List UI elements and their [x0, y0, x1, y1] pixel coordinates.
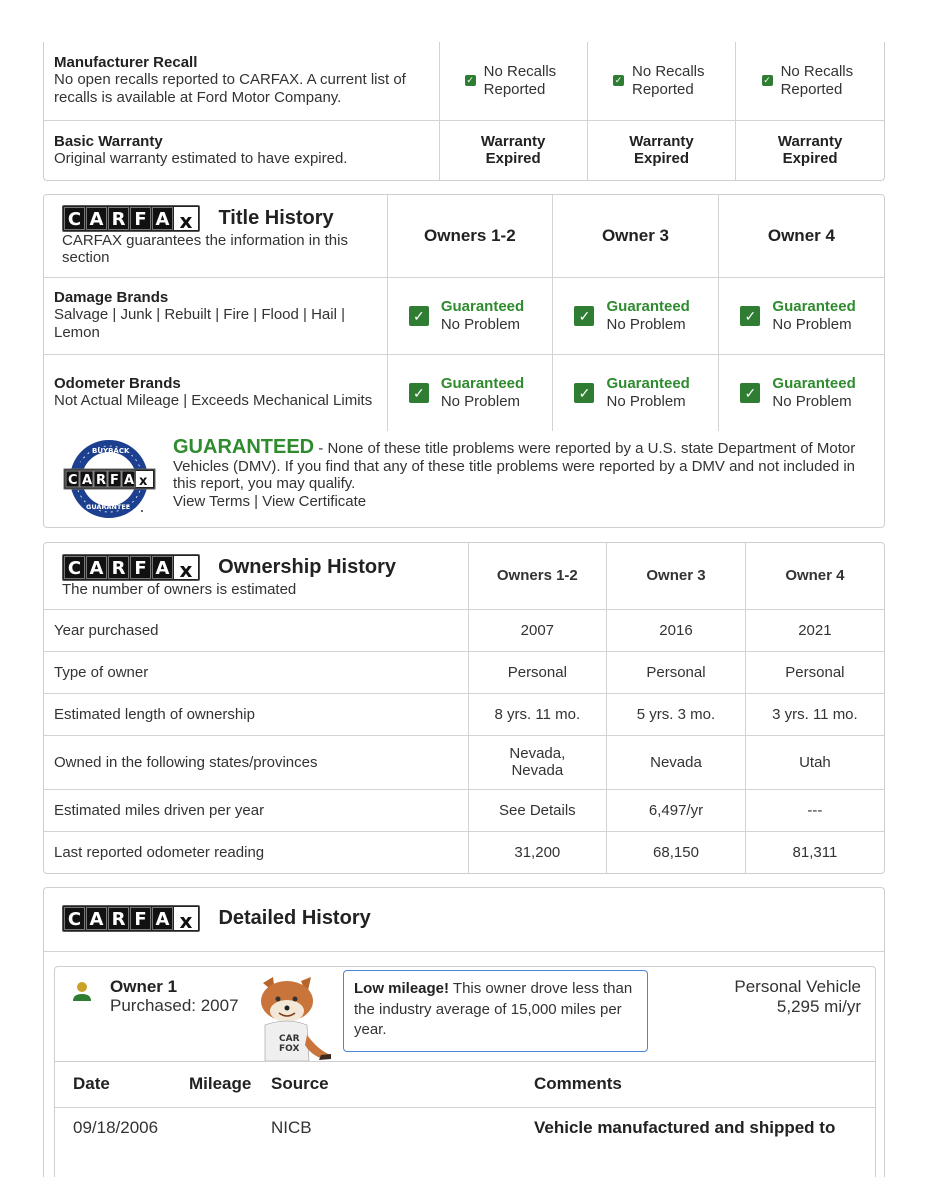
cell-value: 3 yrs. 11 mo. [745, 693, 884, 735]
row-source: NICB [271, 1118, 312, 1137]
history-table [55, 1061, 875, 1168]
check-icon: ✓ [763, 75, 771, 86]
damage-brands-row [44, 277, 884, 354]
guaranteed-label: Guaranteed [772, 374, 856, 392]
row-desc: Original warranty estimated to have expired. [54, 149, 348, 167]
section-subtitle: CARFAX guarantees the information in this section [62, 232, 348, 267]
cell-value: --- [745, 789, 884, 831]
cell-value: 2021 [745, 609, 884, 651]
column-header: Owner 4 [718, 195, 884, 277]
warranty-value: Warranty Expired [480, 133, 546, 168]
owner-person-icon [72, 981, 92, 1003]
recall-warranty-table [43, 42, 885, 181]
history-table-header [55, 1062, 875, 1108]
check-icon: ✓ [740, 306, 760, 326]
link-separator: | [249, 492, 263, 510]
guaranteed-label: Guaranteed [772, 297, 856, 315]
vehicle-usage [734, 977, 861, 1017]
cell-value: 2016 [607, 609, 746, 651]
svg-text:C: C [68, 473, 78, 488]
check-icon: ✓ [409, 306, 429, 326]
table-row [44, 693, 884, 735]
title-history-header [44, 195, 884, 277]
carfox-mascot-icon [251, 975, 333, 1063]
row-title: Basic Warranty [54, 132, 163, 150]
detailed-history-header [44, 888, 884, 952]
row-desc: No open recalls reported to CARFAX. A current list of recalls is available at Ford Motor Company. [54, 71, 406, 107]
row-date: 09/18/2006 [73, 1118, 159, 1137]
tip-bold: Low mileage! [354, 980, 450, 997]
header-comments: Comments [534, 1074, 622, 1093]
table-row [44, 831, 884, 873]
column-header: Owners 1-2 [468, 543, 607, 609]
recall-value: No Recalls Reported [483, 62, 557, 98]
cell-value: 8 yrs. 11 mo. [468, 693, 607, 735]
section-title: Ownership History [218, 555, 396, 578]
check-icon: ✓ [574, 306, 594, 326]
carfax-logo: C A R F A x [62, 554, 200, 581]
column-header: Owner 4 [745, 543, 884, 609]
header-source: Source [271, 1074, 329, 1093]
see-details-link[interactable]: See Details [468, 789, 607, 831]
cell-value: Utah [745, 735, 884, 789]
manufacturer-recall-row [44, 42, 884, 120]
warranty-value: Warranty Expired [777, 133, 843, 168]
guarantee-text: - None of these title problems were reported by a U.S. state Department of Motor Vehicles (DMV). If you find that any of these title problems were reported by a DMV and not included in this report, you may qualify. [173, 440, 856, 492]
vehicle-type: Personal Vehicle [734, 977, 861, 996]
cell-value: 5 yrs. 3 mo. [607, 693, 746, 735]
row-label: Year purchased [44, 609, 468, 651]
status-value: No Problem [772, 315, 852, 333]
check-icon: ✓ [466, 75, 474, 86]
row-label: Estimated length of ownership [44, 693, 468, 735]
warranty-value: Warranty Expired [629, 133, 694, 168]
check-icon: ✓ [740, 383, 760, 403]
cell-value: Personal [745, 651, 884, 693]
section-title: Title History [218, 207, 334, 230]
row-label: Estimated miles driven per year [44, 789, 468, 831]
row-title: Damage Brands [54, 289, 169, 306]
row-title: Odometer Brands [54, 375, 181, 393]
guaranteed-label: Guaranteed [606, 297, 690, 315]
header-mileage: Mileage [189, 1074, 252, 1093]
cell-value: 31,200 [468, 831, 607, 873]
title-history-section [43, 194, 885, 528]
guaranteed-label: Guaranteed [440, 374, 525, 392]
check-icon: ✓ [614, 75, 623, 86]
row-label: Last reported odometer reading [44, 831, 468, 873]
table-row [44, 651, 884, 693]
owner-purchased: Purchased: 2007 [110, 996, 239, 1015]
svg-text:F: F [110, 473, 119, 488]
svg-text:CAR: CAR [279, 1034, 300, 1044]
view-certificate-link[interactable]: View Certificate [262, 492, 367, 510]
table-row [44, 789, 884, 831]
svg-text:FOX: FOX [279, 1044, 300, 1054]
recall-value: No Recalls Reported [631, 62, 705, 98]
column-header: Owners 1-2 [387, 195, 553, 277]
status-value: No Problem [772, 392, 852, 410]
column-header: Owner 3 [607, 543, 746, 609]
cell-value: Personal [468, 651, 607, 693]
svg-text:GUARANTEE: GUARANTEE [86, 503, 131, 511]
svg-text:R: R [96, 473, 107, 488]
guaranteed-heading: GUARANTEED [173, 436, 315, 458]
status-value: No Problem [606, 392, 686, 410]
owner-name: Owner 1 [110, 977, 178, 996]
recall-value: No Recalls Reported [780, 62, 854, 98]
buyback-guarantee [44, 431, 884, 527]
carfax-logo: C A R F A x [62, 205, 200, 232]
cell-value: 81,311 [745, 831, 884, 873]
status-value: No Problem [440, 392, 521, 410]
tip-text: This owner drove less than the industry average of 15,000 miles per year. [354, 980, 633, 1038]
column-header: Owner 3 [553, 195, 719, 277]
row-desc: Not Actual Mileage | Exceeds Mechanical Limits [54, 392, 373, 410]
low-mileage-tooltip [343, 970, 648, 1052]
cell-value: Personal [607, 651, 746, 693]
table-row [44, 609, 884, 651]
guaranteed-label: Guaranteed [606, 374, 690, 392]
view-terms-link[interactable]: View Terms [173, 492, 250, 510]
status-value: No Problem [606, 315, 686, 333]
ownership-history-header [44, 543, 884, 609]
buyback-guarantee-seal-icon [62, 439, 157, 519]
row-label: Type of owner [44, 651, 468, 693]
detailed-history-section [43, 887, 885, 1177]
status-value: No Problem [440, 315, 521, 333]
table-row [44, 735, 884, 789]
check-icon: ✓ [409, 383, 429, 403]
miles-per-year: 5,295 mi/yr [776, 997, 861, 1016]
odometer-brands-row [44, 354, 884, 431]
cell-value: Nevada, Nevada [468, 735, 607, 789]
section-title: Detailed History [218, 907, 371, 929]
carfax-logo: C A R F A x [62, 905, 200, 932]
row-desc: Salvage | Junk | Rebuilt | Fire | Flood | Hail | Lemon [54, 306, 345, 341]
basic-warranty-row [44, 120, 884, 180]
svg-text:A: A [82, 473, 93, 488]
cell-value: Nevada [607, 735, 746, 789]
svg-text:BUYBACK: BUYBACK [92, 447, 130, 455]
svg-text:A: A [124, 473, 135, 488]
svg-text:x: x [139, 474, 148, 489]
header-date: Date [73, 1074, 110, 1093]
history-table-row [55, 1108, 875, 1168]
guaranteed-label: Guaranteed [440, 297, 525, 315]
row-title: Manufacturer Recall [54, 54, 198, 72]
owner-card [54, 966, 876, 1177]
row-comments: Vehicle manufactured and shipped to [534, 1118, 836, 1137]
cell-value: 68,150 [607, 831, 746, 873]
cell-value: 6,497/yr [607, 789, 746, 831]
row-label: Owned in the following states/provinces [44, 735, 468, 789]
section-subtitle: The number of owners is estimated [62, 580, 297, 598]
ownership-history-section [43, 542, 885, 874]
check-icon: ✓ [574, 383, 594, 403]
cell-value: 2007 [468, 609, 607, 651]
